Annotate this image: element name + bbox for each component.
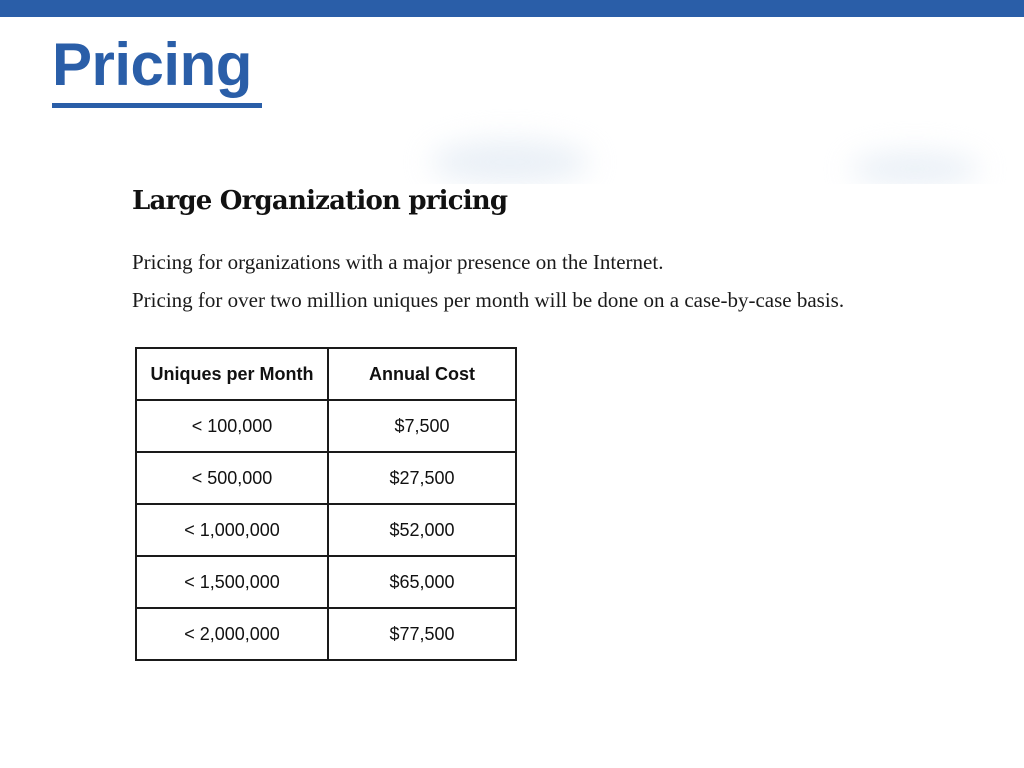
slide-title: Pricing: [52, 31, 252, 98]
uniques-cell: < 1,000,000: [136, 504, 328, 556]
body-paragraph: Pricing for over two million uniques per month will be done on a case-by-case basis.: [132, 288, 845, 312]
uniques-cell: < 500,000: [136, 452, 328, 504]
annual-cost-cell: $65,000: [328, 556, 516, 608]
table-header: [136, 348, 516, 400]
table-row: [136, 504, 516, 556]
annual-cost-cell: $52,000: [328, 504, 516, 556]
table-row: [136, 608, 516, 660]
table-row: [136, 400, 516, 452]
table-row: [136, 452, 516, 504]
top-accent-bar: [0, 0, 1024, 17]
pricing-table: [135, 347, 517, 661]
background-haze: [430, 140, 590, 184]
title-underline: [52, 103, 262, 108]
body-paragraph: Pricing for organizations with a major presence on the Internet.: [132, 250, 664, 274]
uniques-cell: < 1,500,000: [136, 556, 328, 608]
annual-cost-cell: $77,500: [328, 608, 516, 660]
uniques-cell: < 2,000,000: [136, 608, 328, 660]
uniques-cell: < 100,000: [136, 400, 328, 452]
annual-cost-cell: $27,500: [328, 452, 516, 504]
background-haze: [850, 152, 980, 186]
column-header-annual-cost: Annual Cost: [328, 348, 516, 400]
table-row: [136, 556, 516, 608]
table-body: [136, 400, 516, 660]
table-header-row: [136, 348, 516, 400]
column-header-uniques: Uniques per Month: [136, 348, 328, 400]
section-heading: Large Organization pricing: [132, 186, 508, 216]
annual-cost-cell: $7,500: [328, 400, 516, 452]
